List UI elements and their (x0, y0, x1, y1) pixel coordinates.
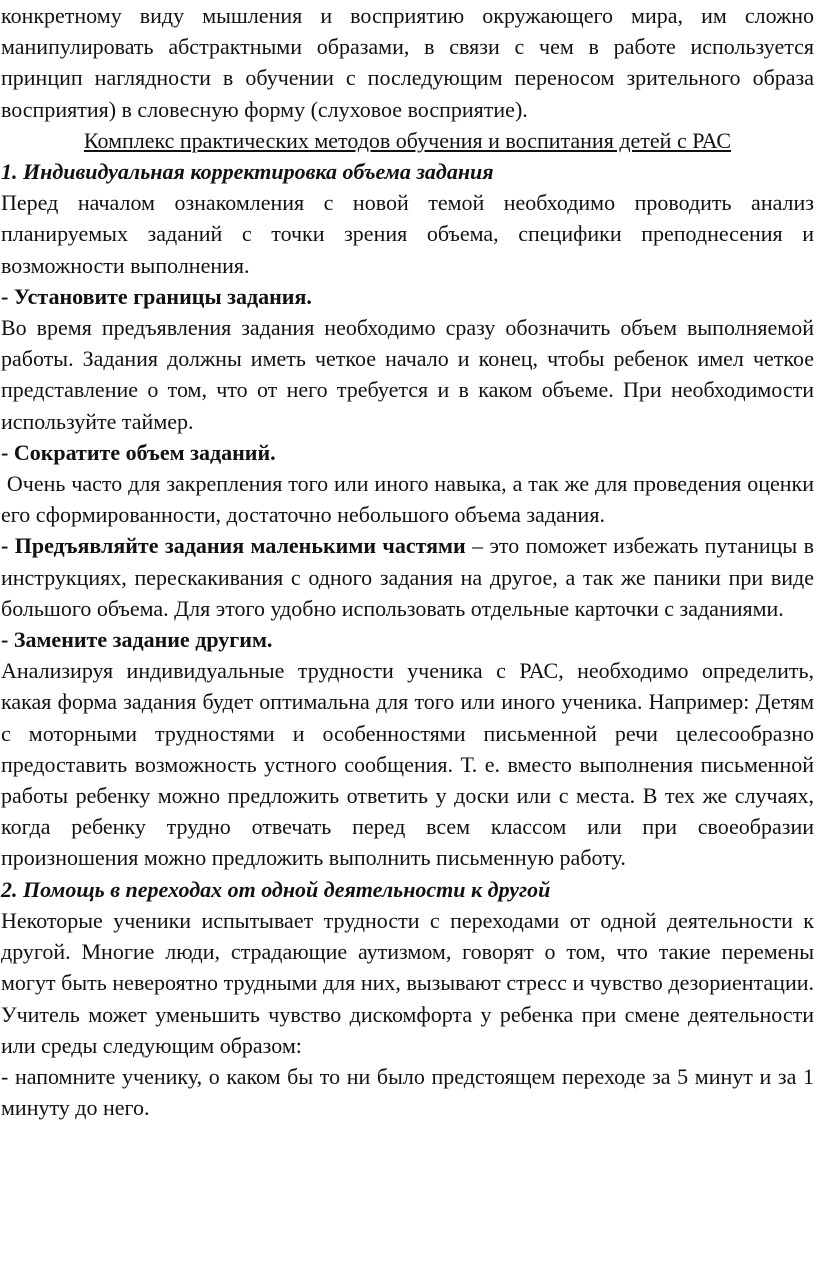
paragraph-small-parts (1, 530, 814, 624)
paragraph-transitions: Некоторые ученики испытывает трудности с переходами от одной деятельности к другой. Многие люди, страдающие аутизмом, говорят о том, что такие перемены могут быть невероятно трудными для них, вызывают стресс и чувство дезориентации. Учитель может уменьшить чувство дискомфорта у ребенка при смене деятельности или среды следующим образом: (1, 907, 814, 1058)
paragraph-reminder: - напомните ученику, о каком бы то ни было предстоящем переходе за 5 минут и за 1 минуту до него. (1, 1063, 814, 1121)
paragraph-reduce-volume: Очень часто для закрепления того или иного навыка, а так же для проведения оценки его сформированности, достаточно небольшого объема задания. (1, 471, 815, 528)
subheading-small-parts: - Предъявляйте задания маленькими частями (1, 533, 466, 559)
subheading-reduce-volume: - Сократите объем заданий. (1, 439, 276, 465)
small-parts-text: – это поможет избежать путаницы в инструкциях, перескакивания с одного задания на другое, а так же паники при виде большого объема. Для этого удобно использовать отдельные карточки с заданиями. (1, 533, 814, 621)
paragraph-task-analysis: Перед началом ознакомления с новой темой необходимо проводить анализ планируемых заданий с точки зрения объема, специфики преподнесения и возможности выполнения. (1, 190, 814, 278)
heading-transitions: 2. Помощь в переходах от одной деятельности к другой (1, 876, 551, 902)
subheading-task-boundaries: - Установите границы задания. (1, 283, 312, 309)
subheading-replace-task: - Замените задание другим. (1, 627, 273, 653)
intro-paragraph: конкретному виду мышления и восприятию окружающего мира, им сложно манипулировать абстрактными образами, в связи с чем в работе используется принцип наглядности в обучении с последующим переносом зрительного образа восприятия) в словесную форму (слуховое восприятие). (1, 3, 814, 122)
heading-individual-adjustment: 1. Индивидуальная корректировка объема задания (1, 159, 494, 185)
section-title: Комплекс практических методов обучения и воспитания детей с РАС (83, 127, 732, 153)
paragraph-task-boundaries: Во время предъявления задания необходимо сразу обозначить объем выполняемой работы. Задания должны иметь четкое начало и конец, чтобы ребенок имел четкое представление о том, что от него требуется и в каком объеме. При необходимости используйте таймер. (1, 315, 814, 434)
paragraph-replace-task: Анализируя индивидуальные трудности ученика с РАС, необходимо определить, какая форма задания будет оптимальна для того или иного ученика. Например: Детям с моторными трудностями и особенностями письменной речи целесообразно предоставить возможность устного сообщения. Т. е. вместо выполнения письменной работы ребенку можно предложить ответить у доски или с места. В тех же случаях, когда ребенку трудно отвечать перед всем классом или при своеобразии произношения можно предложить выполнить письменную работу. (1, 658, 814, 871)
